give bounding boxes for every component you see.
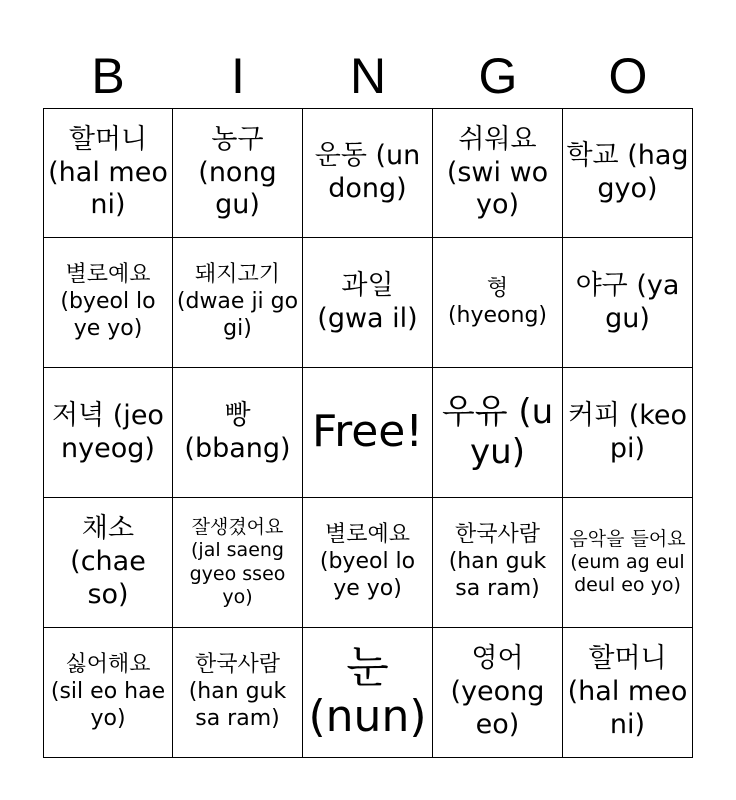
cell-label: 별로예요 (byeol lo ye yo) <box>319 522 416 601</box>
bingo-board <box>43 108 693 758</box>
bingo-cell[interactable] <box>433 108 563 238</box>
cell-label: 돼지고기 (dwae ji go gi) <box>176 262 299 341</box>
header-letter-o: O <box>608 48 648 104</box>
cell-label: 야구 (ya gu) <box>575 269 680 334</box>
free-space-label: Free! <box>311 406 423 458</box>
bingo-cell[interactable] <box>433 238 563 368</box>
header-letter-g: G <box>478 48 518 104</box>
cell-label: 커피 (keo pi) <box>567 399 688 464</box>
cell-label: 한국사람 (han guk sa ram) <box>188 652 287 731</box>
bingo-header <box>43 40 693 108</box>
cell-label: 영어 (yeong eo) <box>450 643 545 740</box>
cell-label: 우유 (u yu) <box>441 392 554 472</box>
cell-label: 별로예요 (byeol lo ye yo) <box>60 262 156 341</box>
cell-label: 할머니 (hal meo ni) <box>567 643 688 740</box>
cell-label: 저녁 (jeo nyeog) <box>52 399 164 464</box>
bingo-cell[interactable] <box>173 628 303 758</box>
cell-label: 할머니 (hal meo ni) <box>48 123 168 221</box>
cell-label: 잘생겼어요 (jal saeng gyeo sseo yo) <box>189 516 286 608</box>
header-letter-i: I <box>231 48 245 104</box>
bingo-cell[interactable] <box>433 628 563 758</box>
bingo-cell[interactable] <box>43 108 173 238</box>
bingo-cell[interactable] <box>433 368 563 498</box>
bingo-cell[interactable] <box>303 368 433 498</box>
bingo-cell[interactable] <box>303 628 433 758</box>
bingo-cell[interactable] <box>563 628 693 758</box>
bingo-cell[interactable] <box>43 628 173 758</box>
bingo-cell[interactable] <box>43 368 173 498</box>
header-letter-b: B <box>91 48 125 104</box>
cell-label: 형 (hyeong) <box>447 275 548 328</box>
bingo-cell[interactable] <box>563 368 693 498</box>
cell-label: 싫어해요 (sil eo hae yo) <box>50 652 166 731</box>
bingo-cell[interactable] <box>303 498 433 628</box>
cell-label: 빵 (bbang) <box>184 399 291 464</box>
bingo-cell[interactable] <box>173 238 303 368</box>
bingo-cell[interactable] <box>563 108 693 238</box>
cell-label: 음악을 들어요 (eum ag eul deul eo yo) <box>569 527 686 597</box>
header-letter-n: N <box>349 48 387 104</box>
bingo-cell[interactable] <box>173 108 303 238</box>
cell-label: 학교 (hag gyo) <box>566 140 689 204</box>
bingo-cell[interactable] <box>433 498 563 628</box>
cell-label: 눈 (nun) <box>308 642 427 742</box>
bingo-cell[interactable] <box>563 238 693 368</box>
cell-label: 농구 (nong gu) <box>198 123 277 221</box>
bingo-cell[interactable] <box>173 368 303 498</box>
bingo-cell[interactable] <box>173 498 303 628</box>
cell-label: 채소 (chae so) <box>70 513 146 610</box>
bingo-cell[interactable] <box>43 498 173 628</box>
cell-label: 과일 (gwa il) <box>317 269 418 334</box>
cell-label: 운동 (un dong) <box>314 140 421 204</box>
bingo-cell[interactable] <box>563 498 693 628</box>
bingo-cell[interactable] <box>303 108 433 238</box>
cell-label: 쉬워요 (swi wo yo) <box>446 123 549 221</box>
bingo-cell[interactable] <box>43 238 173 368</box>
bingo-cell[interactable] <box>303 238 433 368</box>
cell-label: 한국사람 (han guk sa ram) <box>448 522 547 601</box>
